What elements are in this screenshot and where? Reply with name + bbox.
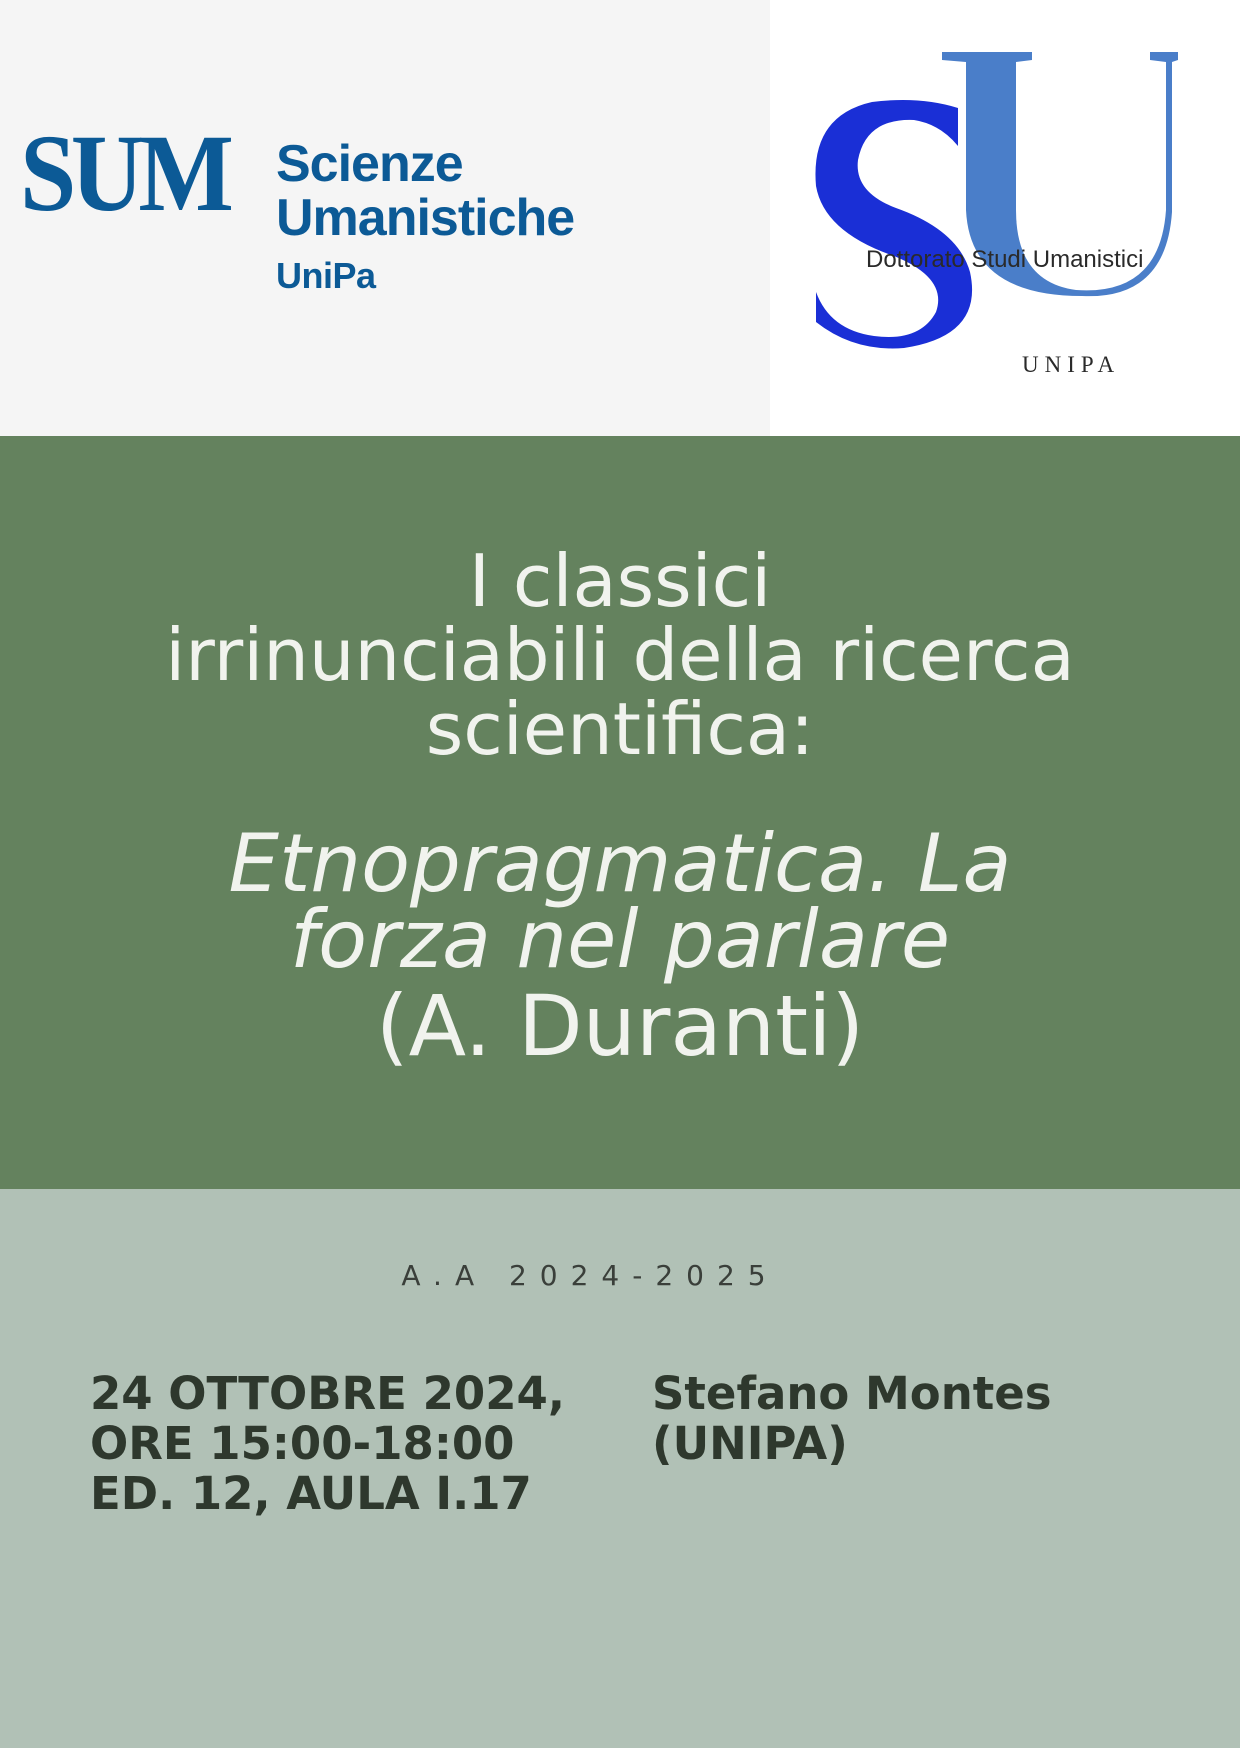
- event-date: 24 OTTOBRE 2024,: [90, 1367, 565, 1420]
- su-monogram-icon: [770, 0, 1240, 436]
- book-title: [0, 817, 1240, 986]
- sum-logo-line3: UniPa: [276, 255, 376, 296]
- sum-logo-line1: Scienze: [276, 135, 463, 193]
- dottorato-logo: [770, 0, 1240, 436]
- event-details: [90, 1369, 565, 1519]
- speaker: [652, 1369, 1052, 1469]
- sum-logo-line2: Umanistiche: [276, 189, 575, 247]
- info-block: [0, 1189, 1240, 1748]
- event-location: ED. 12, AULA I.17: [90, 1467, 532, 1520]
- academic-year: A.A 2024-2025: [401, 1259, 779, 1292]
- book-title-line-2: forza nel parlare: [289, 893, 951, 986]
- sum-logo: [0, 0, 770, 436]
- page-title: [0, 539, 1240, 771]
- title-line-2: irrinunciabili della ricerca: [165, 613, 1075, 697]
- sum-logo-text: [276, 135, 575, 296]
- speaker-name: Stefano Montes: [652, 1367, 1052, 1420]
- header: [0, 0, 1240, 436]
- speaker-affiliation: (UNIPA): [652, 1417, 848, 1470]
- sum-logo-mark: SUM: [20, 112, 229, 234]
- dottorato-caption: Dottorato Studi Umanistici: [866, 246, 1144, 273]
- title-line-3: scientifica:: [425, 687, 815, 771]
- dottorato-institution: UNIPA: [1022, 352, 1121, 377]
- event-time: ORE 15:00-18:00: [90, 1417, 515, 1470]
- title-line-1: I classici: [468, 539, 772, 623]
- book-author: (A. Duranti): [375, 977, 865, 1075]
- book-title-line-1: Etnopragmatica. La: [228, 817, 1012, 910]
- title-block: [0, 436, 1240, 1189]
